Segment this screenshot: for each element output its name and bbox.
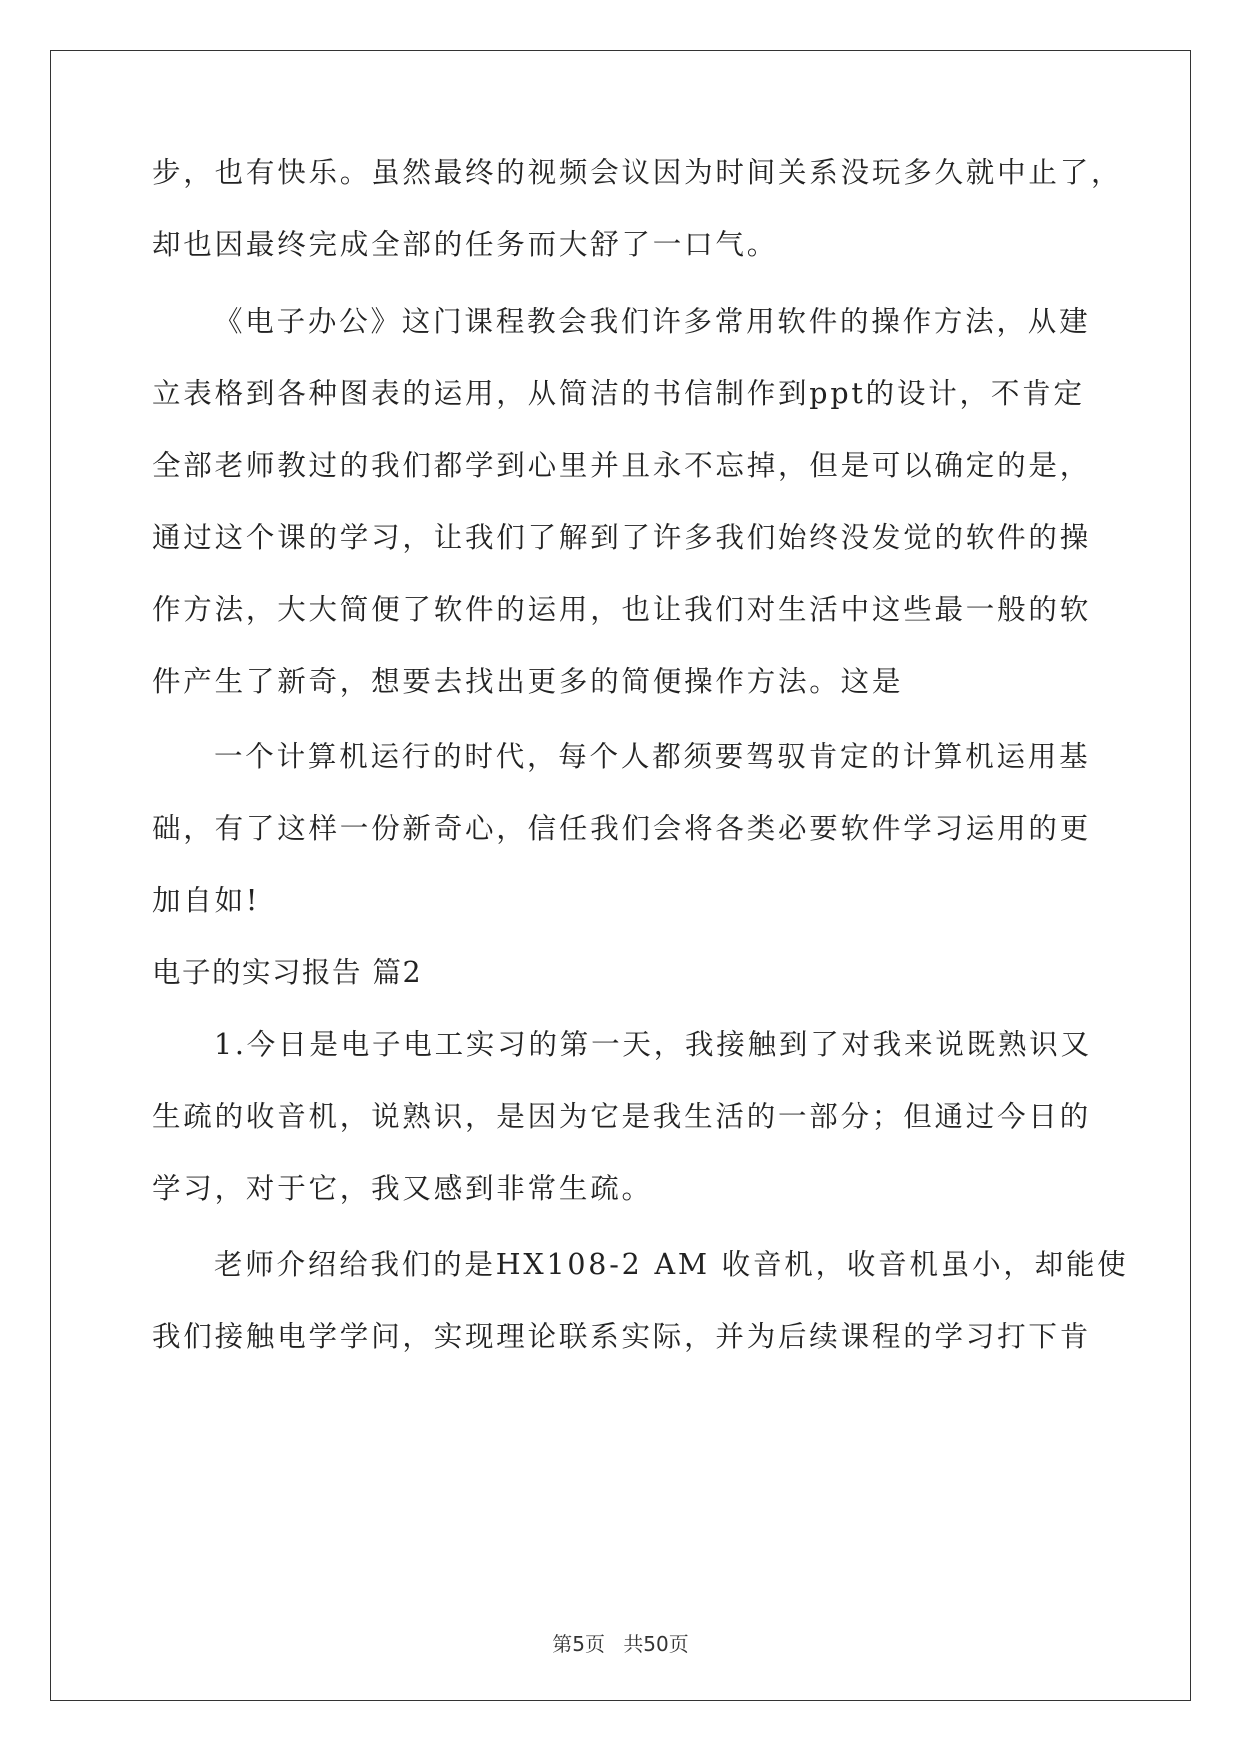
total-pages: 共50页 xyxy=(623,1632,689,1656)
text-line: 步，也有快乐。虽然最终的视频会议因为时间关系没玩多久就中止了， xyxy=(152,156,1123,189)
text-line: 础，有了这样一份新奇心，信任我们会将各类必要软件学习运用的更 xyxy=(152,812,1092,845)
text-line: 学习，对于它，我又感到非常生疏。 xyxy=(152,1172,653,1205)
page-number: 第5页 xyxy=(552,1632,605,1656)
page-footer xyxy=(0,1630,1241,1658)
text-line: 1.今日是电子电工实习的第一天，我接触到了对我来说既熟识又 xyxy=(214,1028,1092,1061)
text-line: 我们接触电学学问，实现理论联系实际，并为后续课程的学习打下肯 xyxy=(152,1320,1092,1353)
text-line: 生疏的收音机，说熟识，是因为它是我生活的一部分；但通过今日的 xyxy=(152,1100,1092,1133)
page-border xyxy=(50,50,1191,1701)
text-line: 立表格到各种图表的运用，从简洁的书信制作到ppt的设计，不肯定 xyxy=(152,377,1085,410)
text-line: 一个计算机运行的时代，每个人都须要驾驭肯定的计算机运用基 xyxy=(214,740,1091,773)
text-line: 件产生了新奇，想要去找出更多的简便操作方法。这是 xyxy=(152,665,904,698)
text-line: 全部老师教过的我们都学到心里并且永不忘掉，但是可以确定的是， xyxy=(152,449,1092,482)
text-line: 老师介绍给我们的是HX108-2 AM 收音机，收音机虽小，却能使 xyxy=(214,1248,1129,1281)
text-line: 通过这个课的学习，让我们了解到了许多我们始终没发觉的软件的操 xyxy=(152,521,1092,554)
text-line: 作方法，大大简便了软件的运用，也让我们对生活中这些最一般的软 xyxy=(152,593,1092,626)
text-line: 《电子办公》这门课程教会我们许多常用软件的操作方法，从建 xyxy=(214,305,1091,338)
section-heading: 电子的实习报告 篇2 xyxy=(152,956,423,989)
text-line: 却也因最终完成全部的任务而大舒了一口气。 xyxy=(152,228,779,261)
text-line: 加自如! xyxy=(152,884,261,917)
